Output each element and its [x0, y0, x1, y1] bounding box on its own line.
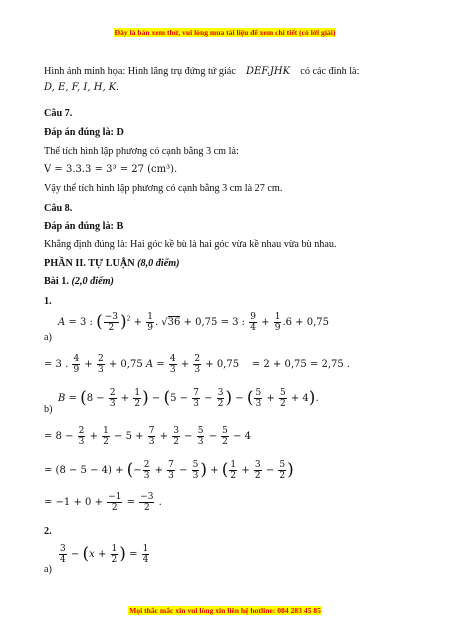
q7-answer: Đáp án đúng là: D [44, 127, 124, 138]
math-B-line2: = 8 − $\frac{2}{3}$ + $\frac{1}{2}$ − 5 + $\frac{7}{3}$ + $\frac{3}{2}$ − $\frac{5}{3}$ − $\frac{5}{2}$ − 4 [44, 426, 252, 447]
q8-answer: Đáp án đúng là: B [44, 221, 124, 232]
q8-text: Khẳng định đúng là: Hai góc kề bù là hai góc vừa kề nhau vừa bù nhau. [44, 239, 337, 250]
sub2-label: 2. [44, 526, 52, 537]
a-label-2: a) [44, 564, 52, 575]
q7-title: Câu 7. [44, 108, 73, 119]
math-B-line3: = (8 − 5 − 4) + (− $\frac{2}{3}$ + $\frac{7}{3}$ − $\frac{5}{3}$ ) + ( $\frac{1}{2}$ + $\frac{3}{2}$ − $\frac{5}{2}$ ) [44, 460, 294, 481]
b-label: b) [44, 404, 53, 415]
bai1-title: Bài 1. (2,0 điểm) [44, 276, 114, 287]
intro-vertices: D, E, F, I, H, K. [44, 82, 119, 93]
math-A-line2: = 3 . $\frac{4}{9}$ + $\frac{2}{3}$ + 0,75 A = $\frac{4}{3}$ + $\frac{2}{3}$ + 0,75 = 2 + 0,75 = 2,75 . [44, 354, 351, 375]
part2-title: PHẦN II. TỰ LUẬN (8,0 điểm) [44, 258, 180, 269]
math-eq2: $\frac{3}{4}$ − (x + $\frac{1}{2}$ ) = $\frac{1}{4}$ [60, 544, 149, 565]
preview-banner: Đây là bản xem thử, vui lòng mua tài liệu để xem chi tiết (có lời giải) [114, 28, 336, 37]
intro-line: Hình ảnh minh họa: Hình lăng trụ đứng tứ giác DEF.JHK có các đỉnh là: [44, 66, 360, 77]
math-B-line4: = −1 + 0 + $\frac{-1}{2}$ = $\frac{-3}{2}$ . [44, 492, 162, 513]
q8-title: Câu 8. [44, 203, 73, 214]
q7-text: Thể tích hình lập phương có cạnh bằng 3 cm là: [44, 146, 239, 157]
q7-formula: V = 3.3.3 = 3³ = 27 (cm³). [44, 164, 178, 175]
q7-conclusion: Vậy thể tích hình lập phương có cạnh bằng 3 cm là 27 cm. [44, 183, 283, 194]
hotline-banner: Mọi thắc mắc xin vui lòng xin liên hệ hotline: 084 283 45 85 [129, 606, 321, 615]
a-label-1: a) [44, 332, 52, 343]
math-A-line1: A = 3 : ( $\frac{-3}{2}$ )$^2$ + $\frac{1}{9}$ . √36 + 0,75 = 3 : $\frac{9}{4}$ + $\frac{1}{9}$ .6 + 0,75 [58, 312, 329, 333]
sub1-label: 1. [44, 296, 52, 307]
math-B-line1: B = (8 − $\frac{2}{3}$ + $\frac{1}{2}$ ) − (5 − $\frac{7}{3}$ − $\frac{3}{2}$ ) − ( $\frac{5}{3}$ + $\frac{5}{2}$ + 4). [58, 388, 319, 409]
